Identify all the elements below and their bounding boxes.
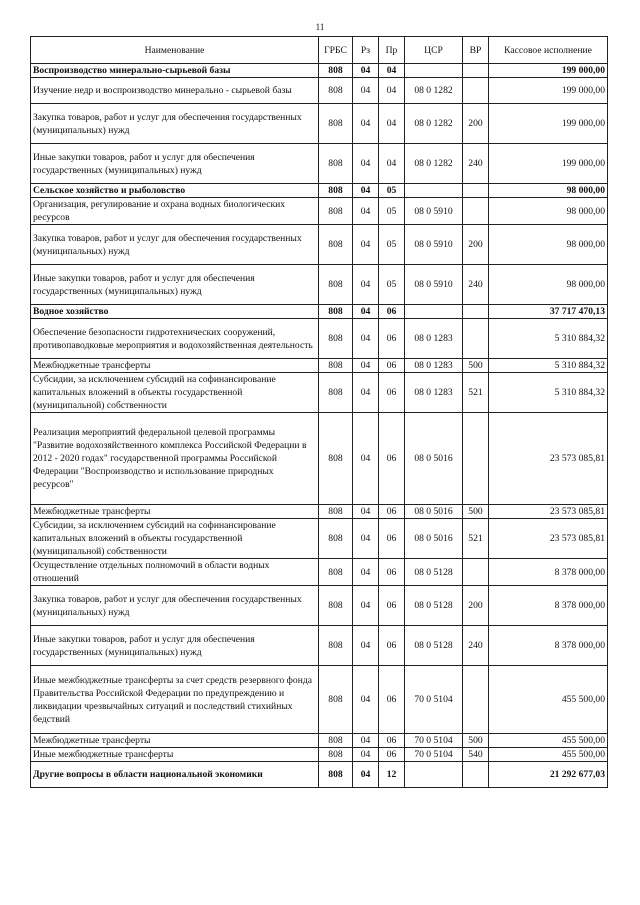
table-row	[31, 762, 608, 788]
cell-grbs: 808	[319, 184, 353, 198]
column-header-pr: Пр	[379, 37, 405, 64]
cell-csr: 70 0 5104	[405, 748, 463, 762]
cell-grbs: 808	[319, 373, 353, 413]
cell-csr: 08 0 5016	[405, 519, 463, 559]
page-number: 11	[315, 22, 325, 32]
table-row	[31, 505, 608, 519]
cell-name: Организация, регулирование и охрана водных биологических ресурсов	[31, 198, 319, 225]
cell-pr: 06	[379, 305, 405, 319]
cell-amount: 23 573 085,81	[489, 519, 608, 559]
cell-rz: 04	[353, 64, 379, 78]
cell-rz: 04	[353, 748, 379, 762]
cell-rz: 04	[353, 144, 379, 184]
cell-grbs: 808	[319, 359, 353, 373]
cell-rz: 04	[353, 198, 379, 225]
cell-vr: 521	[463, 519, 489, 559]
cell-grbs: 808	[319, 305, 353, 319]
cell-amount: 5 310 884,32	[489, 373, 608, 413]
cell-pr: 06	[379, 748, 405, 762]
cell-vr	[463, 559, 489, 586]
cell-vr	[463, 319, 489, 359]
cell-name: Сельское хозяйство и рыболовство	[31, 184, 319, 198]
table-row	[31, 748, 608, 762]
cell-name: Воспроизводство минерально-сырьевой базы	[31, 64, 319, 78]
cell-grbs: 808	[319, 319, 353, 359]
column-header-amount: Кассовое исполнение	[489, 37, 608, 64]
cell-vr: 540	[463, 748, 489, 762]
cell-pr: 06	[379, 359, 405, 373]
table-row	[31, 225, 608, 265]
cell-amount: 23 573 085,81	[489, 413, 608, 505]
cell-csr: 08 0 1282	[405, 144, 463, 184]
cell-pr: 04	[379, 144, 405, 184]
cell-amount: 199 000,00	[489, 104, 608, 144]
cell-name: Иные закупки товаров, работ и услуг для обеспечения государственных (муниципальных) нужд	[31, 265, 319, 305]
cell-rz: 04	[353, 626, 379, 666]
cell-grbs: 808	[319, 762, 353, 788]
table-row	[31, 64, 608, 78]
cell-rz: 04	[353, 305, 379, 319]
cell-vr: 500	[463, 505, 489, 519]
cell-amount: 8 378 000,00	[489, 626, 608, 666]
column-header-vr: ВР	[463, 37, 489, 64]
cell-csr: 08 0 5910	[405, 225, 463, 265]
cell-csr: 08 0 5016	[405, 505, 463, 519]
cell-grbs: 808	[319, 519, 353, 559]
cell-vr: 521	[463, 373, 489, 413]
table-row	[31, 144, 608, 184]
cell-amount: 199 000,00	[489, 64, 608, 78]
budget-execution-table	[30, 36, 608, 788]
cell-vr	[463, 64, 489, 78]
cell-name: Другие вопросы в области национальной экономики	[31, 762, 319, 788]
cell-vr	[463, 413, 489, 505]
cell-vr: 240	[463, 626, 489, 666]
cell-grbs: 808	[319, 104, 353, 144]
cell-pr: 05	[379, 184, 405, 198]
column-header-name: Наименование	[31, 37, 319, 64]
cell-grbs: 808	[319, 734, 353, 748]
cell-csr	[405, 762, 463, 788]
cell-pr: 04	[379, 104, 405, 144]
cell-name: Субсидии, за исключением субсидий на софинансирование капитальных вложений в объекты государственной (муниципальной) собственности	[31, 519, 319, 559]
cell-rz: 04	[353, 265, 379, 305]
cell-grbs: 808	[319, 78, 353, 104]
cell-vr: 200	[463, 225, 489, 265]
cell-rz: 04	[353, 78, 379, 104]
column-header-grbs: ГРБС	[319, 37, 353, 64]
column-header-csr: ЦСР	[405, 37, 463, 64]
cell-pr: 06	[379, 319, 405, 359]
cell-grbs: 808	[319, 586, 353, 626]
cell-rz: 04	[353, 505, 379, 519]
cell-pr: 06	[379, 505, 405, 519]
cell-rz: 04	[353, 559, 379, 586]
cell-name: Субсидии, за исключением субсидий на софинансирование капитальных вложений в объекты государственной (муниципальной) собственности	[31, 373, 319, 413]
cell-csr: 08 0 1283	[405, 319, 463, 359]
cell-amount: 455 500,00	[489, 666, 608, 734]
cell-name: Иные межбюджетные трансферты за счет средств резервного фонда Правительства Российской Федерации по предупреждению и ликвидации чрезвычайных ситуаций и последствий стихийных бедствий	[31, 666, 319, 734]
cell-grbs: 808	[319, 265, 353, 305]
table-row	[31, 184, 608, 198]
cell-grbs: 808	[319, 559, 353, 586]
cell-name: Закупка товаров, работ и услуг для обеспечения государственных (муниципальных) нужд	[31, 586, 319, 626]
cell-csr: 08 0 1283	[405, 373, 463, 413]
cell-pr: 05	[379, 198, 405, 225]
cell-pr: 06	[379, 586, 405, 626]
cell-name: Реализация мероприятий федеральной целевой программы "Развитие водохозяйственного комплекса Российской Федерации в 2012 - 2020 годах" государственной программы Российской Федерации "Воспроизводство и использование природных ресурсов"	[31, 413, 319, 505]
cell-csr	[405, 64, 463, 78]
cell-rz: 04	[353, 184, 379, 198]
cell-name: Водное хозяйство	[31, 305, 319, 319]
cell-vr: 240	[463, 265, 489, 305]
cell-amount: 5 310 884,32	[489, 319, 608, 359]
cell-csr: 08 0 1282	[405, 104, 463, 144]
cell-pr: 06	[379, 666, 405, 734]
cell-vr	[463, 762, 489, 788]
table-row	[31, 359, 608, 373]
cell-pr: 05	[379, 265, 405, 305]
cell-amount: 8 378 000,00	[489, 586, 608, 626]
cell-amount: 8 378 000,00	[489, 559, 608, 586]
cell-rz: 04	[353, 762, 379, 788]
cell-vr: 500	[463, 359, 489, 373]
cell-vr	[463, 78, 489, 104]
cell-pr: 06	[379, 519, 405, 559]
cell-rz: 04	[353, 359, 379, 373]
cell-vr	[463, 184, 489, 198]
table-row	[31, 586, 608, 626]
cell-amount: 21 292 677,03	[489, 762, 608, 788]
cell-grbs: 808	[319, 748, 353, 762]
cell-name: Закупка товаров, работ и услуг для обеспечения государственных (муниципальных) нужд	[31, 104, 319, 144]
cell-csr: 08 0 1283	[405, 359, 463, 373]
cell-csr: 70 0 5104	[405, 734, 463, 748]
cell-csr: 08 0 1282	[405, 78, 463, 104]
cell-vr: 200	[463, 586, 489, 626]
cell-amount: 455 500,00	[489, 734, 608, 748]
cell-vr	[463, 198, 489, 225]
cell-rz: 04	[353, 373, 379, 413]
cell-rz: 04	[353, 225, 379, 265]
header-row	[31, 37, 608, 64]
cell-amount: 199 000,00	[489, 144, 608, 184]
table-row	[31, 305, 608, 319]
cell-csr: 08 0 5910	[405, 198, 463, 225]
cell-amount: 98 000,00	[489, 184, 608, 198]
cell-name: Иные межбюджетные трансферты	[31, 748, 319, 762]
cell-pr: 06	[379, 734, 405, 748]
cell-grbs: 808	[319, 225, 353, 265]
cell-name: Межбюджетные трансферты	[31, 734, 319, 748]
cell-pr: 12	[379, 762, 405, 788]
cell-amount: 23 573 085,81	[489, 505, 608, 519]
table-row	[31, 519, 608, 559]
cell-vr: 200	[463, 104, 489, 144]
cell-grbs: 808	[319, 144, 353, 184]
cell-rz: 04	[353, 319, 379, 359]
cell-vr: 500	[463, 734, 489, 748]
cell-name: Иные закупки товаров, работ и услуг для обеспечения государственных (муниципальных) нужд	[31, 144, 319, 184]
cell-vr: 240	[463, 144, 489, 184]
cell-rz: 04	[353, 104, 379, 144]
cell-amount: 37 717 470,13	[489, 305, 608, 319]
cell-csr: 08 0 5128	[405, 559, 463, 586]
cell-csr: 08 0 5016	[405, 413, 463, 505]
cell-name: Закупка товаров, работ и услуг для обеспечения государственных (муниципальных) нужд	[31, 225, 319, 265]
table-row	[31, 78, 608, 104]
table-row	[31, 734, 608, 748]
table-row	[31, 559, 608, 586]
cell-pr: 06	[379, 559, 405, 586]
cell-name: Межбюджетные трансферты	[31, 505, 319, 519]
cell-grbs: 808	[319, 198, 353, 225]
cell-grbs: 808	[319, 505, 353, 519]
cell-pr: 04	[379, 78, 405, 104]
cell-grbs: 808	[319, 64, 353, 78]
cell-grbs: 808	[319, 626, 353, 666]
cell-csr: 08 0 5910	[405, 265, 463, 305]
cell-rz: 04	[353, 413, 379, 505]
cell-rz: 04	[353, 586, 379, 626]
table-row	[31, 265, 608, 305]
cell-name: Изучение недр и воспроизводство минерально - сырьевой базы	[31, 78, 319, 104]
table-row	[31, 413, 608, 505]
cell-pr: 06	[379, 373, 405, 413]
table-body	[31, 64, 608, 788]
table-row	[31, 626, 608, 666]
cell-grbs: 808	[319, 666, 353, 734]
cell-amount: 455 500,00	[489, 748, 608, 762]
cell-grbs: 808	[319, 413, 353, 505]
cell-name: Обеспечение безопасности гидротехнических сооружений, противопаводковые мероприятия и водохозяйственная деятельность	[31, 319, 319, 359]
cell-name: Межбюджетные трансферты	[31, 359, 319, 373]
cell-name: Иные закупки товаров, работ и услуг для обеспечения государственных (муниципальных) нужд	[31, 626, 319, 666]
cell-amount: 98 000,00	[489, 198, 608, 225]
cell-amount: 199 000,00	[489, 78, 608, 104]
column-header-rz: Рз	[353, 37, 379, 64]
table-row	[31, 198, 608, 225]
cell-vr	[463, 305, 489, 319]
cell-pr: 06	[379, 413, 405, 505]
cell-pr: 06	[379, 626, 405, 666]
cell-amount: 98 000,00	[489, 265, 608, 305]
cell-csr: 08 0 5128	[405, 586, 463, 626]
cell-csr	[405, 305, 463, 319]
cell-amount: 98 000,00	[489, 225, 608, 265]
table-row	[31, 666, 608, 734]
cell-rz: 04	[353, 666, 379, 734]
cell-pr: 05	[379, 225, 405, 265]
cell-pr: 04	[379, 64, 405, 78]
cell-rz: 04	[353, 519, 379, 559]
table-row	[31, 104, 608, 144]
cell-name: Осуществление отдельных полномочий в области водных отношений	[31, 559, 319, 586]
cell-csr: 70 0 5104	[405, 666, 463, 734]
table-header	[31, 37, 608, 64]
cell-rz: 04	[353, 734, 379, 748]
cell-vr	[463, 666, 489, 734]
cell-csr	[405, 184, 463, 198]
table-row	[31, 373, 608, 413]
cell-amount: 5 310 884,32	[489, 359, 608, 373]
table-row	[31, 319, 608, 359]
cell-csr: 08 0 5128	[405, 626, 463, 666]
